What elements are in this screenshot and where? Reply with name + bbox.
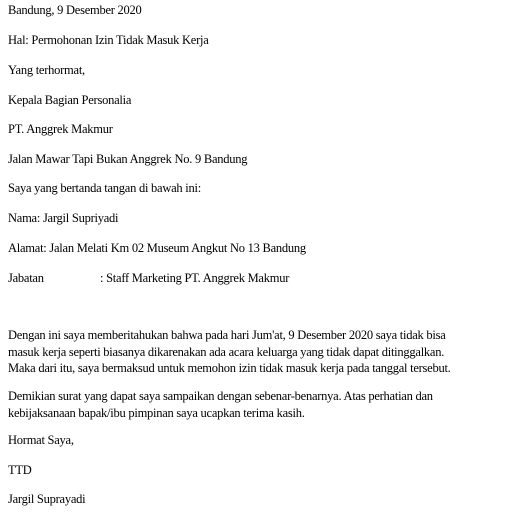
recipient-title: Kepala Bagian Personalia [8,93,132,107]
recipient-company: PT. Anggrek Makmur [8,122,113,136]
closing-line: Hormat Saya, [8,433,74,447]
paragraph-line: Dengan ini saya memberitahukan bahwa pada hari Jum'at, 9 Desember 2020 saya tidak bisa [8,328,446,342]
body-paragraph-2 [8,388,504,421]
paragraph-line: kebijaksanaan bapak/ibu pimpinan saya ucapkan terima kasih. [8,405,305,420]
body-paragraph-1 [8,327,504,377]
identity-name: Nama: Jargil Supriyadi [8,211,119,225]
greeting: Yang terhormat, [8,63,85,77]
identity-address: Alamat: Jalan Melati Km 02 Museum Angkut No 13 Bandung [8,241,306,255]
date-line: Bandung, 9 Desember 2020 [8,3,142,17]
signer-name: Jargil Suprayadi [8,492,86,506]
paragraph-line: Maka dari itu, saya bermaksud untuk memohon izin tidak masuk kerja pada tanggal tersebut. [8,361,451,375]
position-value: : Staff Marketing PT. Anggrek Makmur [100,271,290,285]
position-label: Jabatan [8,271,44,285]
identity-position [8,271,289,286]
signature-ttd: TTD [8,463,32,477]
intro-line: Saya yang bertanda tangan di bawah ini: [8,181,201,195]
subject-line: Hal: Permohonan Izin Tidak Masuk Kerja [8,33,209,47]
paragraph-line: Demikian surat yang dapat saya sampaikan dengan sebenar-benarnya. Atas perhatian dan [8,389,433,403]
recipient-address: Jalan Mawar Tapi Bukan Anggrek No. 9 Bandung [8,152,248,166]
paragraph-line: masuk kerja seperti biasanya dikarenakan ada acara keluarga yang tidak dapat ditinggalkan. [8,344,445,359]
